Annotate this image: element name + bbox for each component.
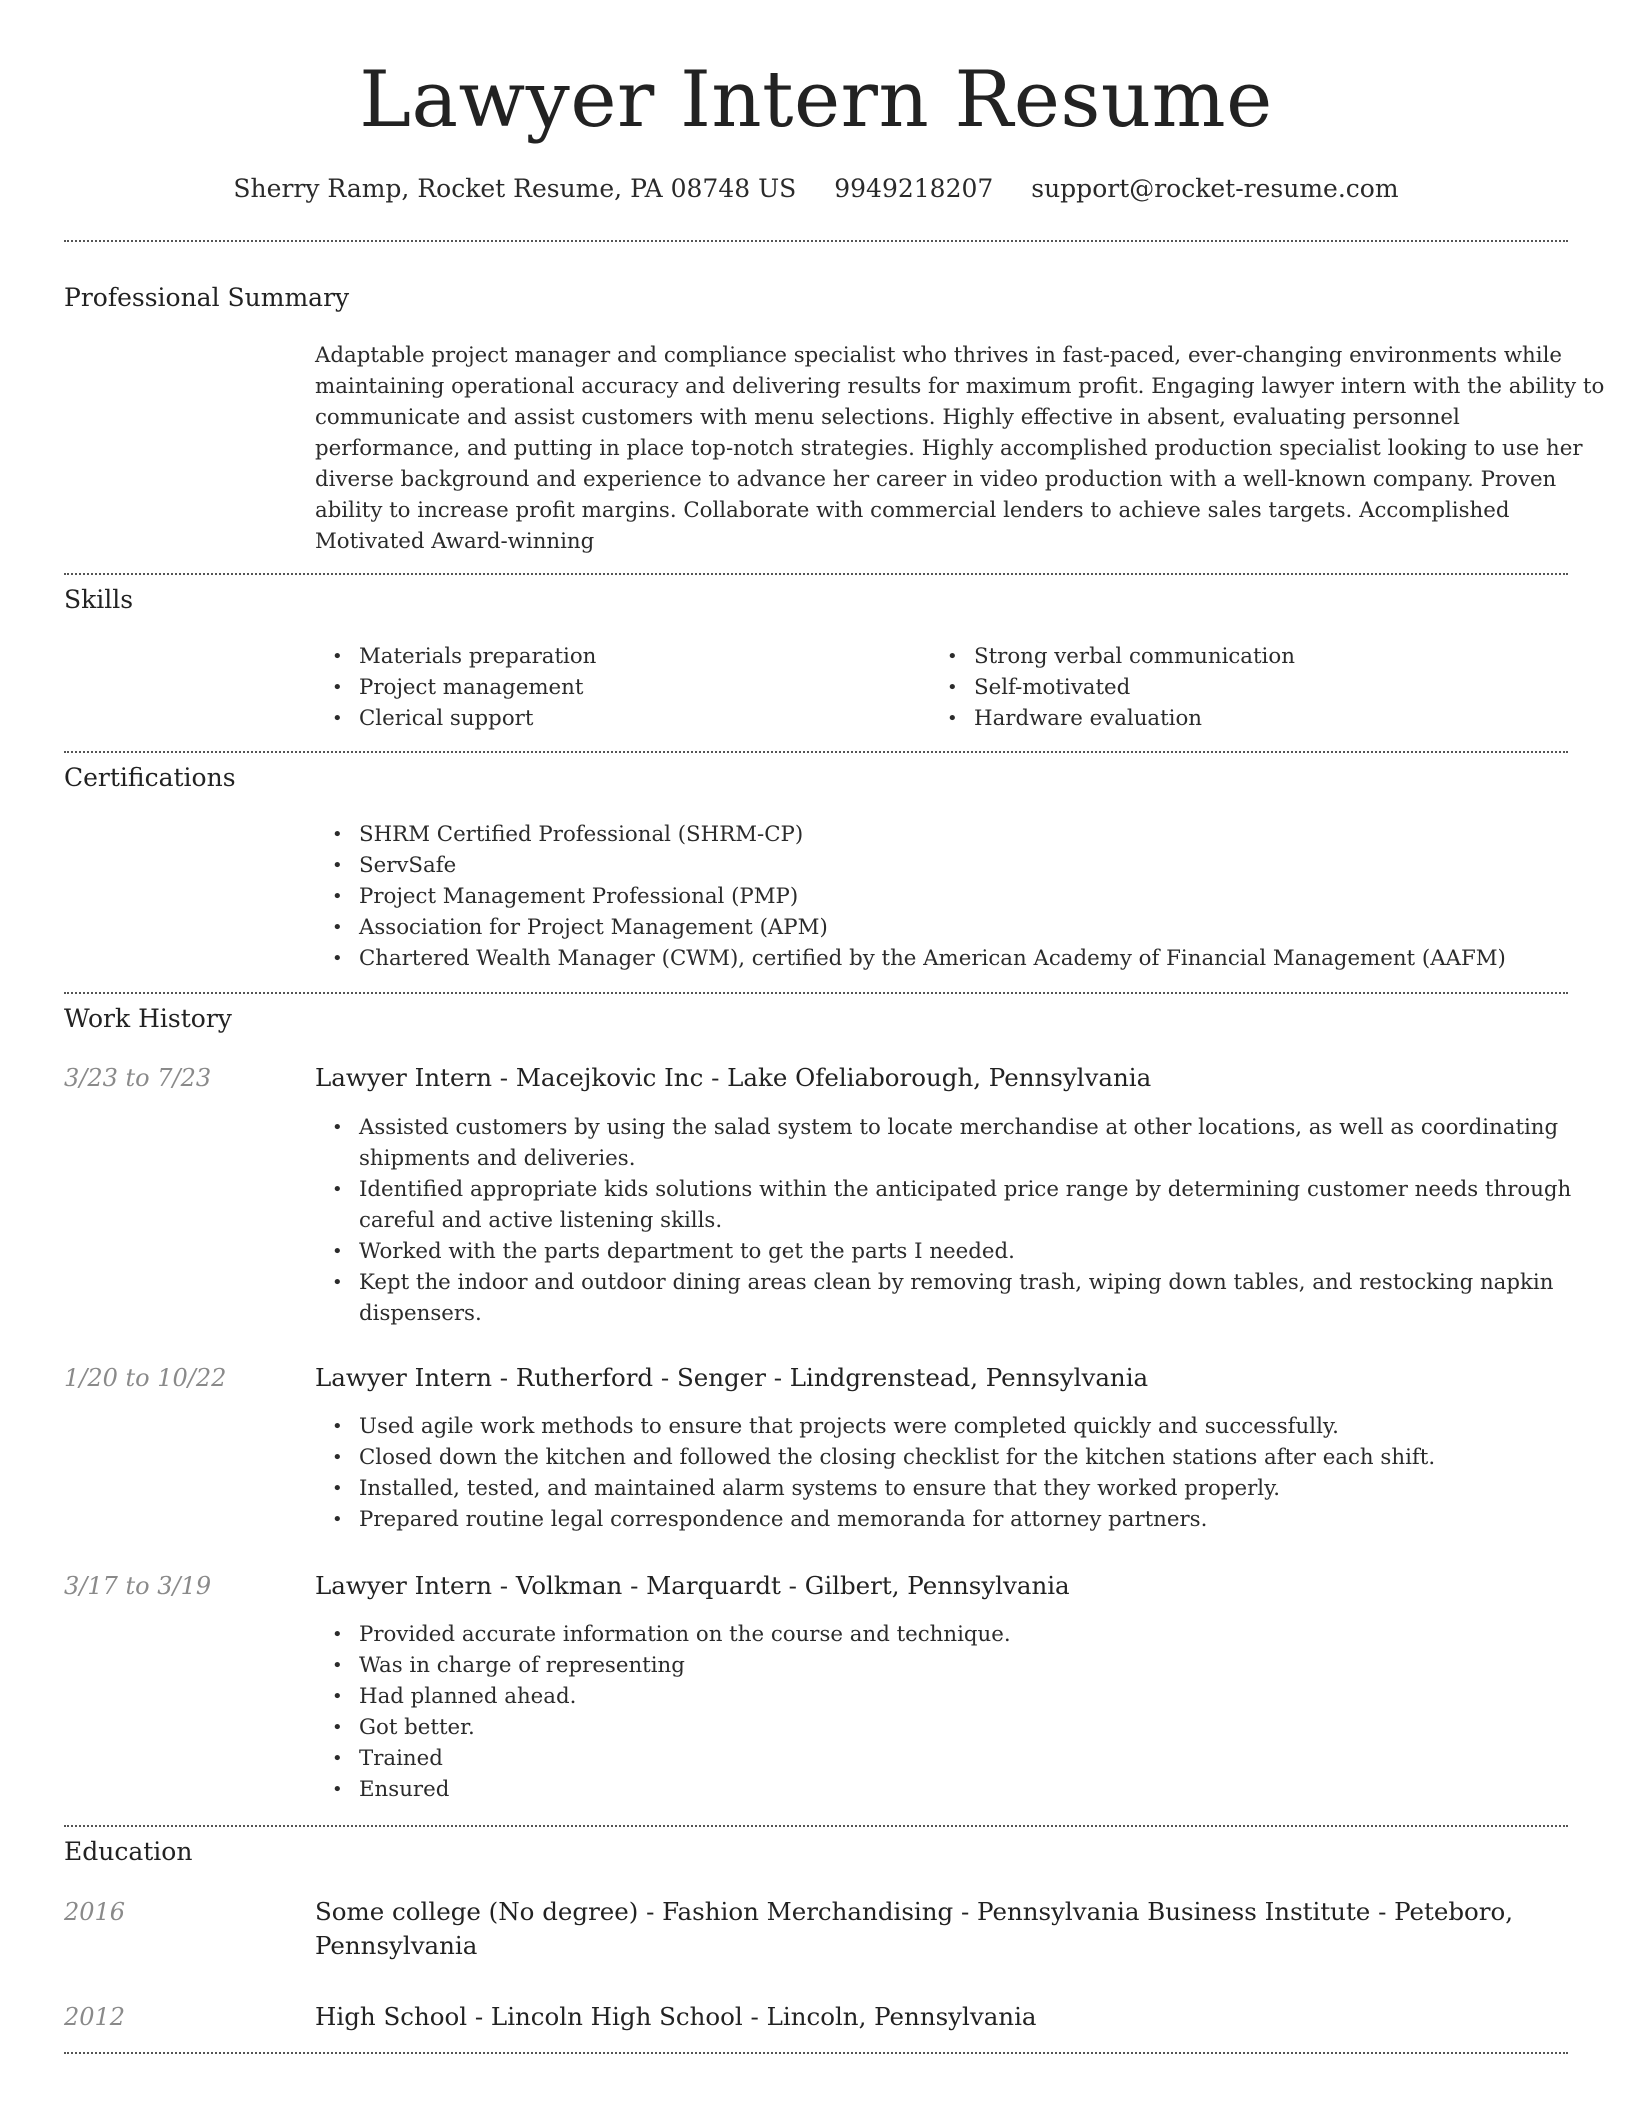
job-dates: 1/20 to 10/22 [64,1364,227,1392]
job-bullets [315,1112,1575,1329]
contact-phone: 9949218207 [834,174,994,203]
job-bullet: • Assisted customers by using the salad system to locate merchandise at other locations, as well as coordinating shipments and deliveries. [315,1112,1575,1174]
certification-item: • ServSafe [315,850,1575,881]
job-bullet: • Had planned ahead. [315,1681,1575,1712]
skill-item: • Materials preparation [315,641,915,672]
job-bullet: • Got better. [315,1712,1575,1743]
education-year: 2012 [64,2003,126,2031]
job-bullet: • Closed down the kitchen and followed the closing checklist for the kitchen stations after each shift. [315,1442,1575,1473]
job-bullets [315,1411,1575,1535]
education-entry: Some college (No degree) - Fashion Merchandising - Pennsylvania Business Institute - Peteboro, Pennsylvania [315,1897,1514,1960]
job-bullet: • Ensured [315,1774,1575,1805]
education-entry: High School - Lincoln High School - Lincoln, Pennsylvania [315,2002,1037,2031]
certification-item: • SHRM Certified Professional (SHRM-CP) [315,819,1575,850]
certifications-divider [64,992,1568,994]
skill-item: • Project management [315,672,915,703]
certifications-heading: Certifications [64,763,236,792]
skills-list-left [315,641,915,734]
skill-item: • Strong verbal communication [930,641,1530,672]
job-bullet: • Identified appropriate kids solutions within the anticipated price range by determining customer needs through careful and active listening skills. [315,1174,1575,1236]
certification-item: • Chartered Wealth Manager (CWM), certified by the American Academy of Financial Management (AAFM) [315,943,1575,974]
summary-divider [64,573,1568,575]
header-divider [64,240,1568,242]
resume-title: Lawyer Intern Resume [359,55,1273,145]
work-heading: Work History [64,1004,232,1033]
job-bullet: • Worked with the parts department to get the parts I needed. [315,1236,1575,1267]
job-bullet: • Prepared routine legal correspondence and memoranda for attorney partners. [315,1504,1575,1535]
skill-item: • Clerical support [315,703,915,734]
contact-line [64,170,1568,208]
skills-heading: Skills [64,585,134,614]
skills-divider [64,751,1568,753]
job-dates: 3/23 to 7/23 [64,1064,212,1092]
summary-text: Adaptable project manager and compliance specialist who thrives in fast-paced, ever-changing environments while maintaining operational accuracy and delivering results for maximum profit. Engaging lawyer intern with the ability to communicate and assist customers with menu selections. Highly effective in absent, evaluating personnel performance, and putting in place top-notch strategies. Highly accomplished production specialist looking to use her diverse background and experience to advance her career in video production with a well-known company. Proven ability to increase profit margins. Collaborate with commercial lenders to achieve sales targets. Accomplished Motivated Award-winning [315,343,1605,554]
job-bullet: • Used agile work methods to ensure that projects were completed quickly and successfully. [315,1411,1575,1442]
job-title: Lawyer Intern - Rutherford - Senger - Lindgrenstead, Pennsylvania [315,1363,1149,1392]
resume-page [64,0,1605,2112]
job-bullet: • Was in charge of representing [315,1650,1575,1681]
education-heading: Education [64,1837,193,1866]
skills-list-right [930,641,1530,734]
job-dates: 3/17 to 3/19 [64,1572,212,1600]
summary-heading: Professional Summary [64,283,350,312]
education-year: 2016 [64,1898,126,1926]
skill-item: • Hardware evaluation [930,703,1530,734]
job-bullets [315,1619,1575,1805]
job-bullet: • Installed, tested, and maintained alarm systems to ensure that they worked properly. [315,1473,1575,1504]
certification-item: • Project Management Professional (PMP) [315,881,1575,912]
job-title: Lawyer Intern - Volkman - Marquardt - Gilbert, Pennsylvania [315,1571,1070,1600]
work-divider [64,1825,1568,1827]
contact-email: support@rocket-resume.com [1031,174,1399,203]
certifications-list [315,819,1575,974]
contact-address: Sherry Ramp, Rocket Resume, PA 08748 US [233,174,797,203]
certification-item: • Association for Project Management (APM) [315,912,1575,943]
job-title: Lawyer Intern - Macejkovic Inc - Lake Ofeliaborough, Pennsylvania [315,1063,1152,1092]
job-bullet: • Kept the indoor and outdoor dining areas clean by removing trash, wiping down tables, and restocking napkin dispensers. [315,1267,1575,1329]
skill-item: • Self-motivated [930,672,1530,703]
job-bullet: • Trained [315,1743,1575,1774]
job-bullet: • Provided accurate information on the course and technique. [315,1619,1575,1650]
education-divider [64,2052,1568,2054]
